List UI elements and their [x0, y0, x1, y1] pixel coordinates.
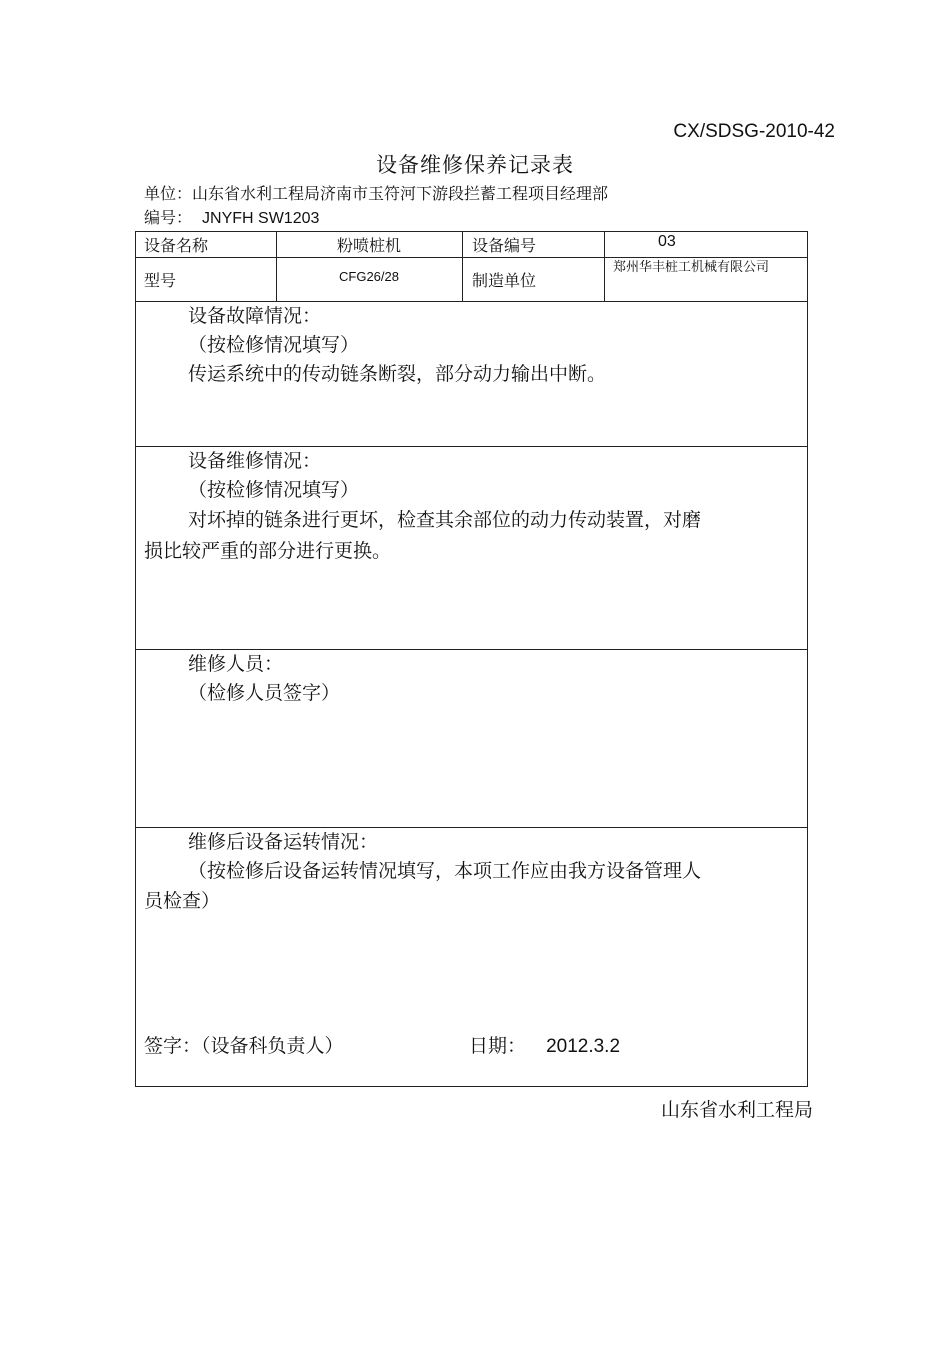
form-title: 设备维修保养记录表: [376, 153, 574, 177]
model-value: CFG26/28: [339, 269, 399, 284]
serial-line: [144, 205, 319, 228]
footer-organization: 山东省水利工程局: [660, 1099, 813, 1121]
fault-content: 传运系统中的传动链条断裂，部分动力输出中断。: [188, 363, 607, 385]
equipment-name-value: 粉喷桩机: [336, 236, 401, 255]
equipment-number-label: 设备编号: [472, 236, 537, 255]
after-hint-line2: 员检查）: [144, 890, 221, 912]
unit-line: 单位：山东省水利工程局济南市玉符河下游段拦蓄工程项目经理部: [144, 184, 609, 203]
date-value: 2012.3.2: [546, 1036, 621, 1057]
record-table: [135, 231, 808, 1087]
serial-value: JNYFH SW1203: [202, 210, 320, 227]
date-label: 日期：: [469, 1035, 527, 1057]
fault-heading: 设备故障情况：: [188, 305, 322, 327]
after-hint-line1: （按检修后设备运转情况填写，本项工作应由我方设备管理人: [188, 860, 702, 882]
repair-content-line2: 损比较严重的部分进行更换。: [144, 540, 392, 562]
manufacturer-value: 郑州华丰桩工机械有限公司: [613, 260, 770, 275]
serial-label: 编号：: [144, 208, 193, 227]
equipment-name-label: 设备名称: [144, 236, 209, 255]
fault-hint: （按检修情况填写）: [188, 334, 360, 356]
staff-heading: 维修人员：: [188, 653, 284, 675]
repair-hint: （按检修情况填写）: [188, 479, 360, 501]
after-heading: 维修后设备运转情况：: [188, 831, 379, 853]
manufacturer-label: 制造单位: [472, 271, 537, 290]
date-row: [469, 1031, 620, 1058]
equipment-number-value: 03: [658, 233, 676, 250]
staff-hint: （检修人员签字）: [188, 682, 341, 704]
repair-content-line1: 对坏掉的链条进行更坏，检查其余部位的动力传动装置，对磨: [188, 509, 702, 531]
document-code: CX/SDSG-2010-42: [673, 121, 835, 142]
column-divider: [462, 232, 463, 301]
model-label: 型号: [144, 271, 177, 290]
repair-heading: 设备维修情况：: [188, 450, 322, 472]
signature-label: 签字：（设备科负责人）: [144, 1035, 344, 1057]
column-divider: [604, 232, 605, 301]
